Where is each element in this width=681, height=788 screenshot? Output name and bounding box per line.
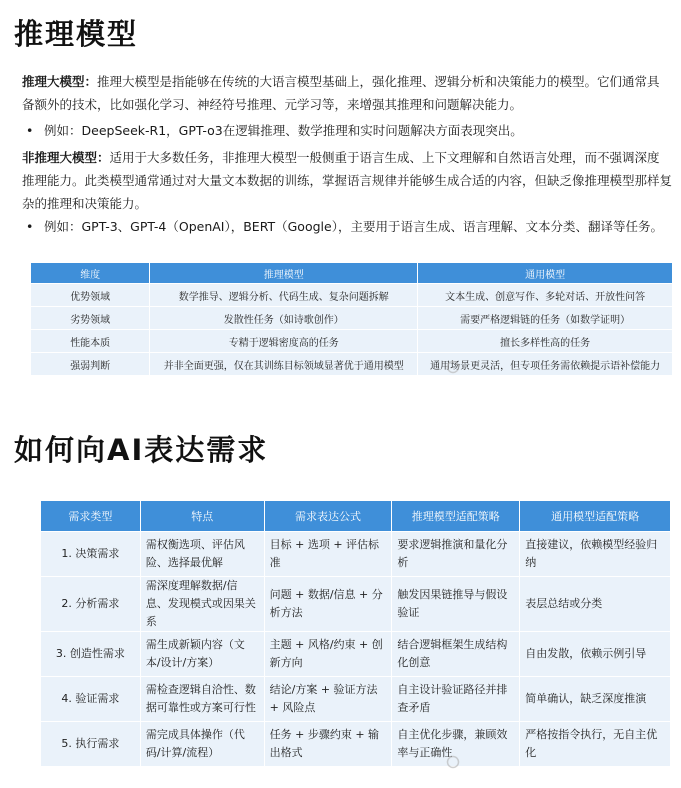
- header-cell: 需求表达公式: [264, 501, 392, 532]
- table-cell: 擅长多样性高的任务: [418, 330, 673, 353]
- table-row: [41, 677, 671, 722]
- table-row: [41, 632, 671, 677]
- table-cell: 自主优化步骤，兼顾效率与正确性: [392, 722, 520, 767]
- table-cell: 强弱判断: [31, 353, 150, 376]
- table-cell: 并非全面更强，仅在其训练目标领域显著优于通用模型: [150, 353, 418, 376]
- header-cell: 维度: [31, 263, 150, 284]
- table-cell: 5. 执行需求: [41, 722, 141, 767]
- table-cell: 直接建议，依赖模型经验归纳: [520, 532, 671, 577]
- term-non-reasoning-model: 非推理大模型：: [22, 150, 110, 165]
- table-cell: 结合逻辑框架生成结构化创意: [392, 632, 520, 677]
- table-row: [41, 577, 671, 632]
- table-cell: 需要严格逻辑链的任务（如数学证明）: [418, 307, 673, 330]
- table-cell: 需检查逻辑自洽性、数据可靠性或方案可行性: [140, 677, 264, 722]
- table-cell: 优势领域: [31, 284, 150, 307]
- table-cell: 1. 决策需求: [41, 532, 141, 577]
- table-cell: 2. 分析需求: [41, 577, 141, 632]
- header-cell: 通用模型适配策略: [520, 501, 671, 532]
- page-title-reasoning-models: 推理模型: [14, 17, 139, 51]
- header-cell: 通用模型: [418, 263, 673, 284]
- table-row: [31, 330, 673, 353]
- bullet-text: 例如：DeepSeek-R1，GPT-o3在逻辑推理、数学推理和实时问题解决方面表现突出。: [44, 123, 523, 138]
- table-cell: 发散性任务（如诗歌创作）: [150, 307, 418, 330]
- table-cell: 触发因果链推导与假设验证: [392, 577, 520, 632]
- header-cell: 推理模型适配策略: [392, 501, 520, 532]
- requirements-table: [40, 500, 671, 767]
- table-cell: 严格按指令执行，无自主优化: [520, 722, 671, 767]
- table-cell: 数学推导、逻辑分析、代码生成、复杂问题拆解: [150, 284, 418, 307]
- table-cell: 专精于逻辑密度高的任务: [150, 330, 418, 353]
- table-cell: 问题 + 数据/信息 + 分析方法: [264, 577, 392, 632]
- table-cell: 目标 + 选项 + 评估标准: [264, 532, 392, 577]
- table-row: [31, 353, 673, 376]
- header-cell: 推理模型: [150, 263, 418, 284]
- comparison-table: [30, 262, 673, 376]
- table-cell: 简单确认，缺乏深度推演: [520, 677, 671, 722]
- table-cell: 文本生成、创意写作、多轮对话、开放性问答: [418, 284, 673, 307]
- watermark-icon: [446, 360, 466, 374]
- paragraph-non-reasoning-model: [22, 146, 672, 215]
- table-cell: 4. 验证需求: [41, 677, 141, 722]
- table-row: [31, 307, 673, 330]
- table-row: [41, 532, 671, 577]
- table-cell: 3. 创造性需求: [41, 632, 141, 677]
- table-cell: 需权衡选项、评估风险、选择最优解: [140, 532, 264, 577]
- table-cell: 劣势领域: [31, 307, 150, 330]
- section-title-express-needs: 如何向AI表达需求: [14, 433, 269, 467]
- table-cell: 要求逻辑推演和量化分析: [392, 532, 520, 577]
- table-cell: 需深度理解数据/信息、发现模式或因果关系: [140, 577, 264, 632]
- paragraph-reasoning-model: [22, 70, 672, 116]
- table-cell: 通用场景更灵活，但专项任务需依赖提示语补偿能力: [418, 353, 673, 376]
- table-cell: 主题 + 风格/约束 + 创新方向: [264, 632, 392, 677]
- desc-reasoning-model: 推理大模型是指能够在传统的大语言模型基础上，强化推理、逻辑分析和决策能力的模型。它们通常具备额外的技术，比如强化学习、神经符号推理、元学习等，来增强其推理和问题解决能力。: [22, 74, 660, 112]
- desc-non-reasoning-model: 适用于大多数任务，非推理大模型一般侧重于语言生成、上下文理解和自然语言处理，而不强调深度推理能力。此类模型通常通过对大量文本数据的训练，掌握语言规律并能够生成合适的内容，但缺乏像推理模型那样复杂的推理和决策能力。: [22, 150, 673, 211]
- watermark-icon: [446, 755, 466, 769]
- table-cell: 自主设计验证路径并排查矛盾: [392, 677, 520, 722]
- bullet-dot: •: [26, 219, 34, 234]
- table-cell: 结论/方案 + 验证方法 + 风险点: [264, 677, 392, 722]
- bullet-text: 例如：GPT-3、GPT-4（OpenAI），BERT（Google），主要用于语言生成、语言理解、文本分类、翻译等任务。: [44, 219, 663, 234]
- table-cell: 自由发散，依赖示例引导: [520, 632, 671, 677]
- term-reasoning-model: 推理大模型：: [22, 74, 98, 89]
- table-header-row: [41, 501, 671, 532]
- table-cell: 性能本质: [31, 330, 150, 353]
- table-cell: 需生成新颖内容（文本/设计/方案）: [140, 632, 264, 677]
- header-cell: 需求类型: [41, 501, 141, 532]
- table-row: [41, 722, 671, 767]
- table-header-row: [31, 263, 673, 284]
- table-cell: 需完成具体操作（代码/计算/流程）: [140, 722, 264, 767]
- header-cell: 特点: [140, 501, 264, 532]
- table-cell: 表层总结或分类: [520, 577, 671, 632]
- table-row: [31, 284, 673, 307]
- bullet-dot: •: [26, 123, 34, 138]
- table-cell: 任务 + 步骤约束 + 输出格式: [264, 722, 392, 767]
